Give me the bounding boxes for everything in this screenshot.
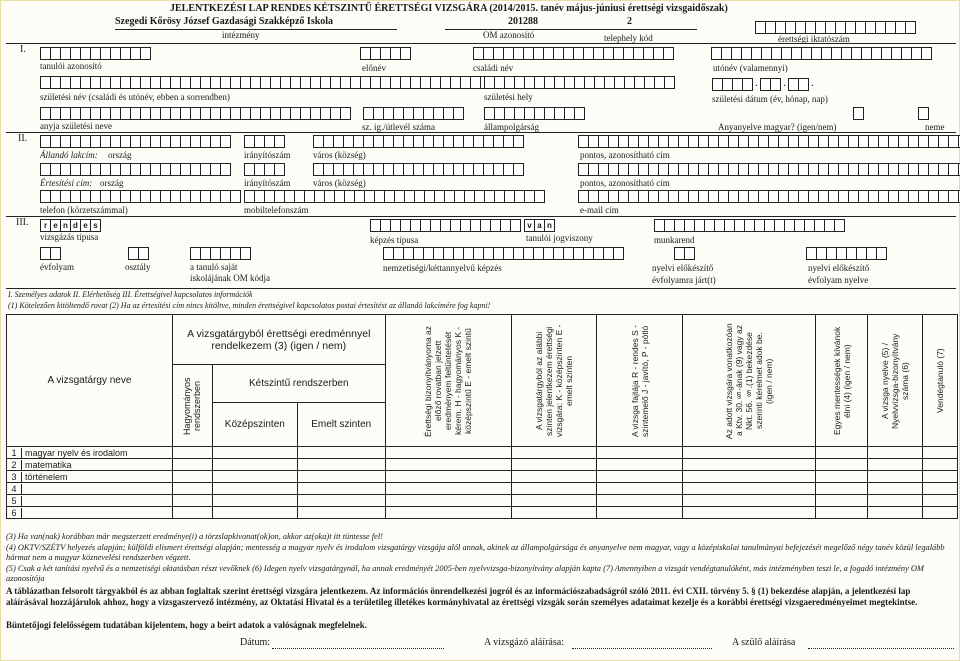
class-boxes[interactable] [128,247,148,259]
entry-cell[interactable] [683,507,816,519]
entry-cell[interactable] [212,495,297,507]
birth-date-boxes[interactable]: . . . [712,78,816,90]
entry-cell[interactable] [385,483,511,495]
birth-place-label: születési hely [484,92,533,102]
notify-street-label: pontos, azonosítható cím [580,178,670,188]
traditional-header: Hagyományos rendszerben [172,365,212,447]
entry-cell[interactable] [816,471,868,483]
grade-label: évfolyam [40,262,74,272]
given-name-label: utónév (valamennyi) [713,63,788,73]
birth-place-boxes[interactable] [484,76,674,88]
entry-cell[interactable] [868,507,923,519]
entry-cell[interactable] [385,507,511,519]
entry-cell[interactable] [212,447,297,459]
table-row [7,447,958,459]
given-name-boxes[interactable] [711,47,931,59]
entry-cell[interactable] [683,495,816,507]
entry-cell[interactable] [816,495,868,507]
perm-city-label: város (község) [313,150,366,160]
id-number-label: sz. ig./útlevél száma [362,122,435,132]
entry-cell[interactable] [172,495,212,507]
citizenship-label: állampolgárság [484,122,539,132]
student-status-boxes[interactable]: v a n [524,219,554,231]
row-number: 2 [7,460,22,470]
notify-country-boxes[interactable] [40,163,230,175]
lang-prep-boxes[interactable] [674,247,694,259]
email-boxes[interactable] [578,190,960,202]
entry-cell[interactable] [297,495,385,507]
family-name-label: családi név [473,63,514,73]
section-legend: I. Személyes adatok II. Elérhetőség III. Érettségivel kapcsolatos információk [8,290,253,299]
lang-prep-label-2: évfolyamra járt(t) [652,275,716,285]
table-row [7,471,958,483]
date-field[interactable] [272,648,444,649]
candidate-signature-label: A vizsgázó aláírása: [484,637,564,648]
family-name-boxes[interactable] [473,47,673,59]
parent-signature-field[interactable] [808,648,954,649]
student-id-label: tanulói azonosító [40,61,102,71]
citizenship-boxes[interactable] [484,107,584,119]
lang-prep-lang-label-2: évfolyam nyelve [808,275,869,285]
subject-name: magyar nyelv és irodalom [25,447,128,458]
kind-header: A vizsga fajtája R - rendes S - szintemelő J - javító, P - pótló [597,315,683,447]
equal-header: Egyes mentességek kívánok élni (4) (igen / nem) [816,315,868,447]
entry-cell[interactable] [922,459,957,471]
registry-number-boxes[interactable] [755,21,915,33]
entry-cell[interactable] [922,507,957,519]
row-number: 5 [7,496,22,506]
mother-name-label: anyja születési neve [40,121,112,131]
row-number: 6 [7,508,22,518]
school-om-boxes[interactable] [190,247,250,259]
perm-zip-boxes[interactable] [244,135,284,147]
perm-city-boxes[interactable] [313,135,523,147]
schedule-boxes[interactable] [654,219,844,231]
subject-name [22,508,25,518]
subject-cell[interactable] [7,507,173,519]
school-om-label-2: iskolájának OM kódja [190,273,270,283]
entry-cell[interactable] [297,447,385,459]
subject-name: történelem [25,471,68,482]
notify-street-boxes[interactable] [578,163,960,175]
entry-cell[interactable] [597,471,683,483]
parent-signature-label: A szülő aláírása [732,637,796,648]
phone-label: telefon (körzetszámmal) [40,205,128,215]
lang-header: A vizsga nyelve (5) / Nyelvvizsga-bizonyítvány száma (6) [868,315,923,447]
table-row [7,483,958,495]
subject-name [22,484,25,494]
oath-text: Büntetőjogi felelősségem tudatában kijelentem, hogy a beírt adatok a valóságnak megfelelnek. [6,620,367,630]
entry-cell[interactable] [922,483,957,495]
gender-label: neme [925,122,945,132]
entry-cell[interactable] [511,471,597,483]
email-label: e-mail cím [580,205,619,215]
entry-cell[interactable] [385,471,511,483]
perm-zip-label: irányítószám [244,150,291,160]
notify-zip-label: irányítószám [244,178,291,188]
training-type-label: képzés típusa [370,235,419,245]
row-number: 3 [7,472,22,482]
entry-cell[interactable] [297,471,385,483]
candidate-signature-field[interactable] [572,648,712,649]
adv-level-header: Emelt szinten [297,403,385,447]
entry-cell[interactable] [922,447,957,459]
footnote-3: (3) Ha van(nak) korábban már megszerzett eredménye(i) a törzslapkivonat(ok)on, akkor az(oka)t itt tüntesse fel! [6,532,383,541]
lang-prep-label: nyelvi előkészítő [652,263,714,273]
section-3-number: III. [16,217,29,228]
nationality-label: nemzetiségi/kéttannyelvű képzés [383,263,502,273]
entry-cell[interactable] [868,483,923,495]
table-row [7,495,958,507]
site-code-value: 2 [627,16,632,27]
section-2-number: II. [18,133,28,144]
lang-prep-lang-label: nyelvi előkészítő [808,263,870,273]
phone-boxes[interactable] [40,190,240,202]
entry-cell[interactable] [683,447,816,459]
entry-cell[interactable] [816,507,868,519]
row-number: 1 [7,448,22,458]
entry-cell[interactable] [816,459,868,471]
perm-address-label: Állandó lakcím: [40,150,98,160]
student-id-boxes[interactable] [40,47,150,59]
entry-cell[interactable] [297,459,385,471]
institution-label: intézmény [222,30,260,40]
birth-name-boxes[interactable] [40,76,510,88]
table-row [7,507,958,519]
school-om-label: a tanuló saját [190,262,238,272]
registry-label: érettségi iktatószám [778,34,850,44]
entry-cell[interactable] [297,483,385,495]
two-level-header: Kétszintű rendszerben [212,365,385,403]
entry-cell[interactable] [816,483,868,495]
perm-country-label: ország [108,150,132,160]
notify-address-label: Értesítési cím: [40,178,93,188]
prefix-label: előnév [362,63,386,73]
subject-name [22,496,25,506]
row-number: 4 [7,484,22,494]
entry-cell[interactable] [922,471,957,483]
subject-cell[interactable] [7,483,173,495]
perm-street-boxes[interactable] [578,135,960,147]
student-status-label: tanulói jogviszony [526,233,593,243]
subject-cell[interactable] [7,495,173,507]
prefix-boxes[interactable] [360,47,410,59]
entry-cell[interactable] [172,507,212,519]
prior-result-header: A vizsgatárgyból érettségi eredménnyel rendelkezem (3) (igen / nem) [172,315,385,365]
subject-cell[interactable] [7,471,173,483]
table-row [7,459,958,471]
entry-cell[interactable] [172,483,212,495]
notify-country-label: ország [100,178,124,188]
native-hungarian-label: Anyanyelve magyar? (igen/nem) [718,122,837,132]
entry-cell[interactable] [683,459,816,471]
exam-type-boxes[interactable]: r e n d e s [40,219,100,231]
entry-cell[interactable] [297,507,385,519]
subject-table [6,314,958,519]
entry-cell[interactable] [385,459,511,471]
entry-cell[interactable] [172,459,212,471]
grade-boxes[interactable] [40,247,60,259]
entry-cell[interactable] [683,483,816,495]
entry-cell[interactable] [212,471,297,483]
entry-cell[interactable] [511,447,597,459]
date-label: Dátum: [240,637,270,648]
entry-cell[interactable] [868,447,923,459]
entry-cell[interactable] [597,459,683,471]
entry-cell[interactable] [212,459,297,471]
perm-country-boxes[interactable] [40,135,230,147]
mobile-boxes[interactable] [244,190,544,202]
entry-cell[interactable] [597,495,683,507]
mid-level-header: Középszinten [212,403,297,447]
subject-cell[interactable] [7,447,173,459]
entry-cell[interactable] [172,447,212,459]
perm-street-label: pontos, azonosítható cím [580,150,670,160]
class-label: osztály [125,262,151,272]
exam-type-label: vizsgázás típusa [40,232,99,242]
entry-cell[interactable] [922,495,957,507]
subject-name-header: A vizsgatárgy neve [7,315,173,447]
subject-name: matematika [25,459,72,470]
footnote-4: (4) OKTV/SZÉTV helyezés alapján; külföldi elismert érettségi alapján; mentesség a magyar nyelv és irodalom vizsgatárgy vizsgája alól annak, akinek az állampolgársága és anyanyelve nem magyar, vagy a középiskolai tanulmányai befejezését megelőző négy tanév közül legalább hármat nem a magyar köznevelési rendszerben végzett. [6,543,945,562]
entry-cell[interactable] [597,447,683,459]
entry-cell[interactable] [511,483,597,495]
gender-box[interactable] [918,107,928,119]
birth-name-label: születési név (családi és utónév, ebben a sorrendben) [40,92,230,102]
entry-cell[interactable] [511,495,597,507]
notify-city-label: város (község) [313,178,366,188]
consent-text: A táblázatban felsorolt tárgyakból és az abban foglaltak szerint érettségi vizsgára jelentkezem. Az információs önrendelkezési jogról és az információszabadságról szóló 2011. évi CXII. törvény 5. § (1) bekezdése alapján, a jelentkezési lap aláírásával hozzájárulok ahhoz, hogy a vizsgaszervező intézmény, az Oktatási Hivatal és a területileg illetékes kormányhivatal az érettségi vizsgák során személyes adataimat kezelje és a korábbi érettségi vizsgaeredményeimet megtekintse. [6,586,918,607]
entry-cell[interactable] [212,483,297,495]
section-1-number: I. [20,44,26,55]
entry-cell[interactable] [212,507,297,519]
entry-cell[interactable] [385,447,511,459]
om-label: OM azonosító [483,30,535,40]
schedule-label: munkarend [654,235,695,245]
guest-header: Vendégtanuló (7) [922,315,957,447]
mobile-label: mobiltelefonszám [244,205,309,215]
site-label: telephely kód [604,33,653,43]
entry-cell[interactable] [511,507,597,519]
entry-cell[interactable] [816,447,868,459]
level-header: A vizsgatárgyból az alábbi szinten jelentkezem érettségi vizsgára: K - középszinten E - emelt szinten [511,315,597,447]
entry-cell[interactable] [868,459,923,471]
entry-cell[interactable] [172,471,212,483]
nationality-boxes[interactable] [383,247,623,259]
notify-zip-boxes[interactable] [244,163,284,175]
cert-header: Érettségi bizonyítványoma az előző rovatban jelzett eredményem feltüntetését kérem. H - hagyományos K - középszintű E - emelt szintű [385,315,511,447]
exempt-header: Az adott vizsgára vonatkozóan a Ktv. 30.§-ának (9) vagy az Nkt. 56. §.(1) bekezdése szerinti kérelmet adok be. (igen / nem) [683,315,816,447]
native-hungarian-box[interactable] [853,107,863,119]
training-type-boxes[interactable] [370,219,520,231]
entry-cell[interactable] [868,471,923,483]
id-number-boxes[interactable] [363,107,463,119]
school-name: Szegedi Kőrösy József Gazdasági Szakképző Iskola [115,16,334,27]
entry-cell[interactable] [597,483,683,495]
birth-date-label: születési dátum (év, hónap, nap) [712,94,828,104]
om-code-value: 201288 [508,16,538,27]
notify-city-boxes[interactable] [313,163,523,175]
footnote-5: (5) Csak a két tanítási nyelvű és a nemzetiségi oktatásban részt vevőknek (6) Idegen nyelv vizsgatárgynál, ha annak eredményét 2005-ben nyelvvizsga-bizonyítvány alapján kapta (7) Amennyiben a vizsgát vendégtanulóként, más intézményben teszi le, a fogadó intézmény OM azonosítója [6,564,924,583]
form-title: JELENTKEZÉSI LAP RENDES KÉTSZINTŰ ÉRETTSÉGI VIZSGÁRA (2014/2015. tanév május-júniusi érettségi vizsgaidőszak) [170,3,728,14]
entry-cell[interactable] [511,459,597,471]
entry-cell[interactable] [868,495,923,507]
entry-cell[interactable] [385,495,511,507]
subject-cell[interactable] [7,459,173,471]
mother-name-boxes[interactable] [40,107,350,119]
entry-cell[interactable] [683,471,816,483]
lang-prep-lang-boxes[interactable] [806,247,886,259]
entry-cell[interactable] [597,507,683,519]
required-note: (1) Kötelezően kitöltendő rovat (2) Ha az értesítési cím nincs kitöltve, minden érettségivel kapcsolatos postai értesítést az állandó lakcímére fog kapni! [8,301,491,310]
